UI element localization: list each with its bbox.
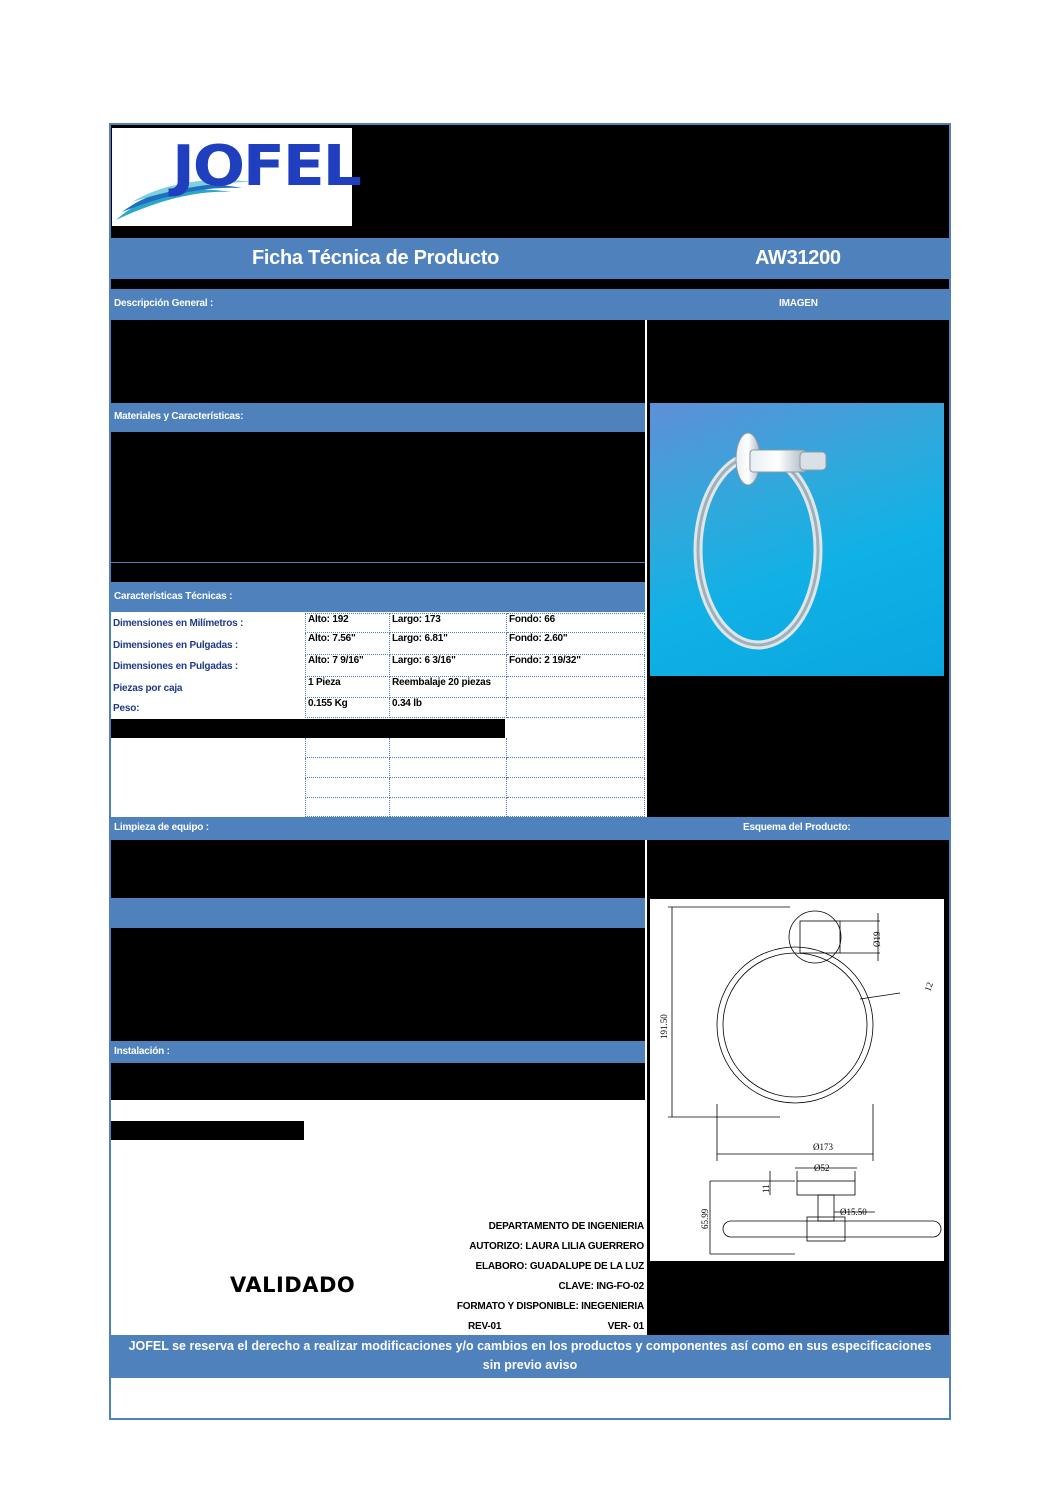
redacted-bar-2 <box>111 1121 304 1140</box>
spacer-band-2 <box>111 279 949 289</box>
section-limpieza <box>111 817 949 840</box>
page-title: Ficha Técnica de Producto <box>252 247 500 269</box>
spec-mm-alto: Alto: 192 <box>305 613 390 633</box>
product-schematic <box>650 899 944 1261</box>
footer-autorizo: AUTORIZO: LAURA LILIA GUERRERO <box>469 1241 644 1252</box>
table-empty-cell <box>390 758 507 778</box>
spec-frac-fondo: Fondo: 2 19/32" <box>507 655 645 677</box>
spec-mm-largo: Largo: 173 <box>390 613 507 633</box>
footer-dept: DEPARTAMENTO DE INGENIERIA <box>488 1221 644 1232</box>
section-materiales <box>111 403 645 432</box>
materiales-spacer <box>111 562 645 582</box>
dim-12: 12 <box>922 980 935 993</box>
limpieza-content <box>111 840 645 898</box>
limpieza-content-2 <box>111 928 645 1041</box>
spec-piezas: 1 Pieza <box>305 677 390 698</box>
table-empty-cell <box>390 778 507 798</box>
spec-label-peso: Peso: <box>113 703 140 714</box>
table-empty-cell <box>305 778 390 798</box>
instalacion-content <box>111 1063 645 1100</box>
limpieza-subbar <box>111 898 645 928</box>
validado-stamp: VALIDADO <box>230 1273 356 1297</box>
dim-phi19: Ø19 <box>872 931 882 947</box>
spec-frac-largo: Largo: 6 3/16" <box>390 655 507 677</box>
footer-clave: CLAVE: ING-FO-02 <box>558 1281 644 1292</box>
dim-65: 65.99 <box>700 1208 710 1229</box>
section-limpieza-label: Limpieza de equipo : <box>114 822 209 833</box>
section-imagen-label: IMAGEN <box>779 298 818 309</box>
spacer-band <box>111 227 949 238</box>
spec-frac-alto: Alto: 7 9/16" <box>305 655 390 677</box>
product-code: AW31200 <box>755 247 841 269</box>
dim-173: Ø173 <box>813 1142 833 1152</box>
schematic-drawing <box>650 899 944 1261</box>
spec-in-largo: Largo: 6.81" <box>390 633 507 655</box>
redacted-bar-1 <box>111 719 505 738</box>
footer-rev: REV-01 <box>468 1321 502 1332</box>
section-descripcion <box>111 289 949 320</box>
materiales-content <box>111 432 645 562</box>
footer-ver: VER- 01 <box>607 1321 644 1332</box>
section-caracteristicas-label: Características Técnicas : <box>114 591 233 602</box>
spec-label-mm: Dimensiones en Milímetros : <box>113 618 244 629</box>
spec-label-in: Dimensiones en Pulgadas : <box>113 640 239 651</box>
table-empty-cell <box>507 798 645 817</box>
section-materiales-label: Materiales y Características: <box>114 411 244 422</box>
spec-label-in-frac: Dimensiones en Pulgadas : <box>113 661 239 672</box>
table-empty-cell <box>305 758 390 778</box>
table-empty-cell <box>390 738 507 758</box>
dim-height: 191.50 <box>659 1014 669 1039</box>
spec-peso-lb: 0.34 lb <box>390 698 507 718</box>
spec-in-fondo: Fondo: 2.60" <box>507 633 645 655</box>
section-caracteristicas <box>111 582 645 612</box>
spec-piezas-empty <box>507 677 645 698</box>
descripcion-content <box>111 320 645 403</box>
spec-peso-kg: 0.155 Kg <box>305 698 390 718</box>
towel-ring-photo <box>650 403 944 676</box>
spec-mm-fondo: Fondo: 66 <box>507 613 645 633</box>
table-empty-cell <box>507 778 645 798</box>
table-empty-cell <box>305 738 390 758</box>
spec-peso-empty <box>507 698 645 718</box>
table-empty-cell <box>507 719 645 758</box>
section-esquema-label: Esquema del Producto: <box>743 822 851 833</box>
logo-text: JOFEL <box>172 134 360 199</box>
bottom-empty-row <box>111 1377 949 1418</box>
spec-in-alto: Alto: 7.56" <box>305 633 390 655</box>
dim-52: Ø52 <box>814 1163 830 1173</box>
spec-reembalaje: Reembalaje 20 piezas <box>390 677 507 698</box>
section-instalacion-label: Instalación : <box>114 1046 170 1057</box>
title-bar <box>111 238 949 279</box>
section-descripcion-label: Descripción General : <box>114 298 214 309</box>
table-empty-cell <box>305 798 390 817</box>
disclaimer-text: JOFEL se reserva el derecho a realizar modificaciones y/o cambios en los productos y componentes así como en sus especificaciones sin previo aviso <box>128 1339 932 1372</box>
dim-11: 11 <box>761 1184 771 1193</box>
table-empty-cell <box>390 798 507 817</box>
jofel-logo <box>112 128 360 226</box>
dim-1550: Ø15.50 <box>840 1207 867 1217</box>
spec-label-piezas: Piezas por caja <box>113 683 183 694</box>
footer-elaboro: ELABORO: GUADALUPE DE LA LUZ <box>475 1261 644 1272</box>
disclaimer-bar <box>111 1335 949 1377</box>
footer-formato: FORMATO Y DISPONIBLE: INEGENIERIA <box>456 1301 644 1312</box>
table-empty-cell <box>507 758 645 778</box>
product-image <box>650 403 944 676</box>
section-instalacion <box>111 1041 645 1063</box>
